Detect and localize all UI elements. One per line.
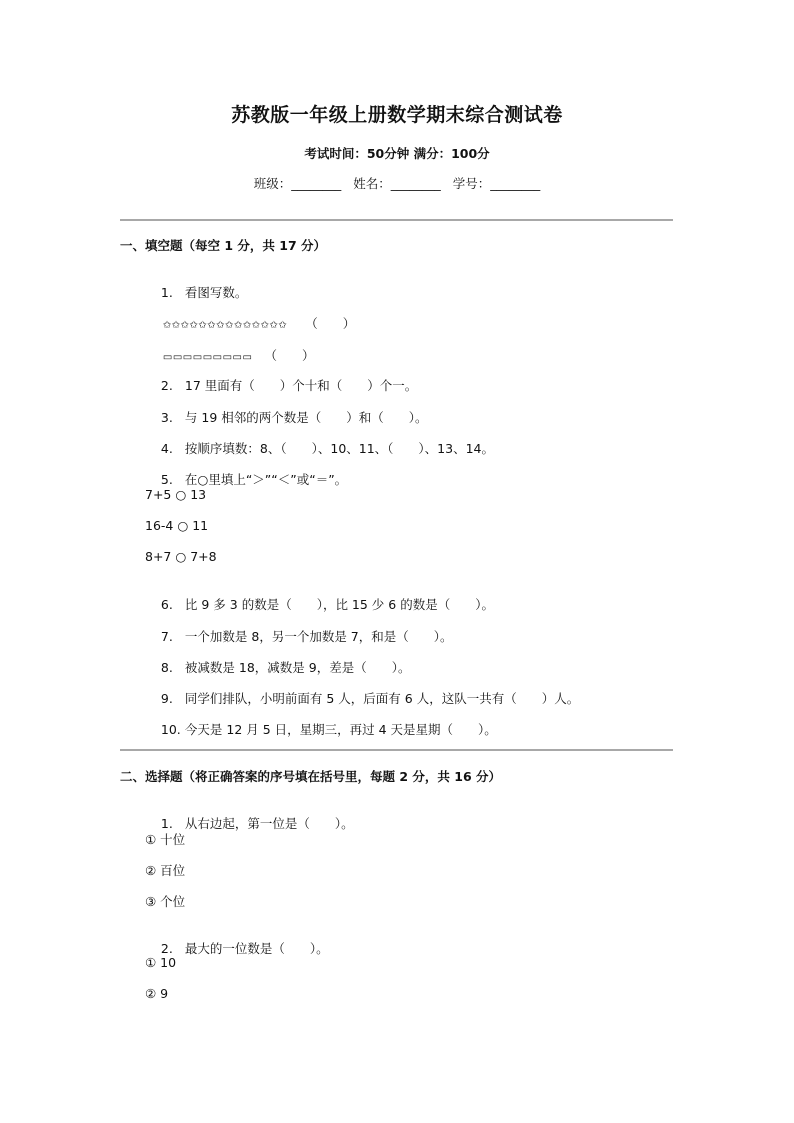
question-number: 9.: [160, 691, 173, 706]
question-number: 8.: [160, 660, 173, 675]
page-title: 苏教版一年级上册数学期末综合测试卷: [231, 104, 563, 126]
question-text: 一个加数是 8，另一个加数是 7，和是（ ）。: [184, 629, 453, 644]
question-number: 3.: [160, 410, 173, 425]
answer-blank: （ ）: [305, 316, 356, 331]
section-heading-fill-blank: 一、填空题（每空 1 分，共 17 分）: [120, 238, 327, 253]
question-number: 6.: [160, 597, 173, 612]
question-text: 比 9 多 3 的数是（ ），比 15 少 6 的数是（ ）。: [184, 597, 494, 612]
question-number: 1.: [160, 816, 173, 831]
name-field: 姓名：________: [353, 176, 441, 191]
option: ① 十位: [145, 832, 186, 847]
question-number: 10.: [160, 722, 181, 737]
compare-a: 7+5 ○ 13: [145, 487, 207, 502]
question-text: 在○里填上“＞”“＜”或“＝”。: [184, 472, 348, 487]
question-text: 同学们排队，小明前面有 5 人，后面有 6 人，这队一共有（ ）人。: [184, 691, 580, 706]
exam-meta: 考试时间：50分钟 满分：100分: [304, 146, 490, 161]
compare-b: 16-4 ○ 11: [145, 518, 209, 533]
question-number: 4.: [160, 441, 173, 456]
answer-blank: （ ）: [264, 348, 315, 363]
divider: [120, 219, 673, 221]
question-text: 被减数是 18，减数是 9，差是（ ）。: [184, 660, 411, 675]
question-text: 从右边起，第一位是（ ）。: [184, 816, 354, 831]
question-text: 与 19 相邻的两个数是（ ）和（ ）。: [184, 410, 428, 425]
question-text: 17 里面有（ ）个十和（ ）个一。: [184, 378, 418, 393]
question-text: 今天是 12 月 5 日，星期三，再过 4 天是星期（ ）。: [184, 722, 497, 737]
box-icons: ▭▭▭▭▭▭▭▭▭: [162, 352, 253, 363]
question-text: 看图写数。: [184, 285, 248, 300]
class-field: 班级：________: [253, 176, 342, 191]
question-10: [145, 705, 497, 753]
question-number: 2.: [160, 378, 173, 393]
question-number: 1.: [160, 285, 173, 300]
compare-c: 8+7 ○ 7+8: [145, 549, 217, 564]
option: ③ 个位: [145, 894, 186, 909]
divider: [120, 749, 673, 751]
star-icons: ✩✩✩✩✩✩✩✩✩✩✩✩✩✩: [162, 320, 288, 331]
option: ② 百位: [145, 863, 186, 878]
question-text: 最大的一位数是（ ）。: [184, 941, 329, 956]
student-info: [0, 174, 794, 192]
question-number: 7.: [160, 629, 173, 644]
option: ② 9: [145, 986, 169, 1001]
question-number: 5.: [160, 472, 173, 487]
option: ① 10: [145, 955, 177, 970]
section-heading-multiple-choice: 二、选择题（将正确答案的序号填在括号里，每题 2 分，共 16 分）: [120, 769, 502, 784]
id-field: 学号：________: [452, 176, 541, 191]
question-number: 2.: [160, 941, 173, 956]
question-text: 按顺序填数：8、（ ）、10、11、（ ）、13、14。: [184, 441, 494, 456]
